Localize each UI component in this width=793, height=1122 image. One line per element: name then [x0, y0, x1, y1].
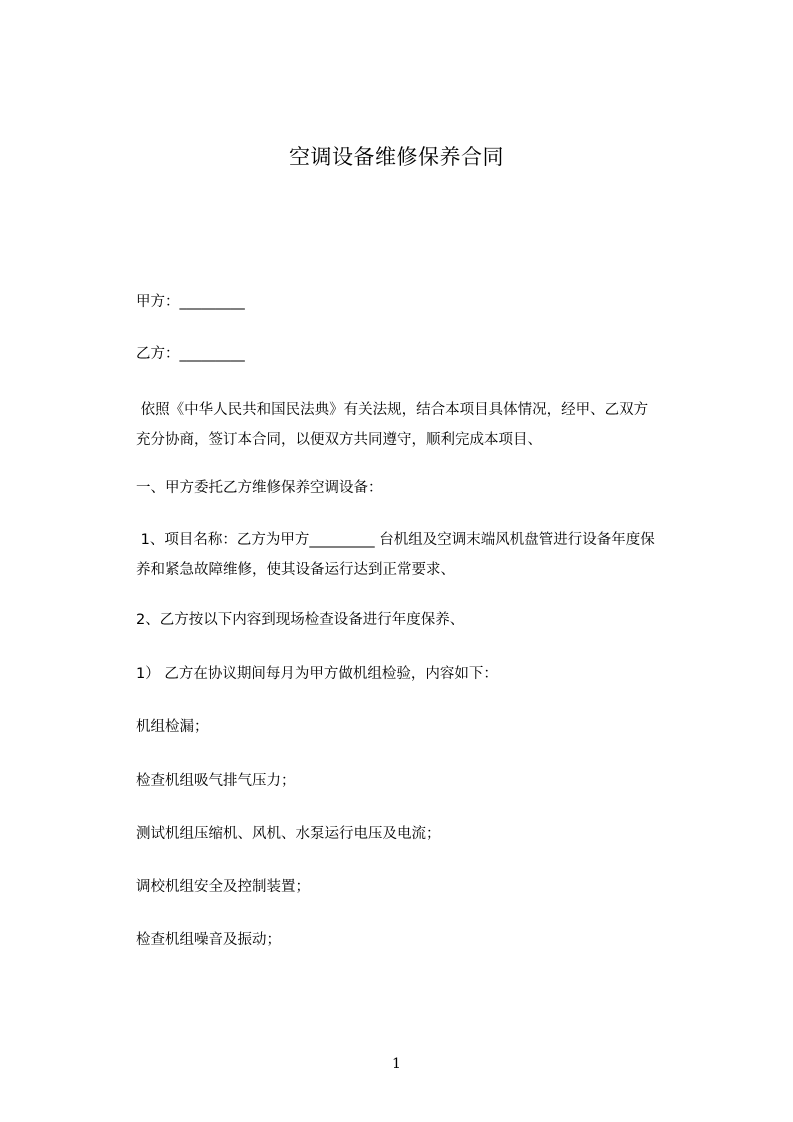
- check-item: 机组检漏；: [136, 719, 209, 735]
- item-2-1-line: 1） 乙方在协议期间每月为甲方做机组检验，内容如下：: [136, 666, 498, 682]
- check-item: 测试机组压缩机、风机、水泵运行电压及电流；: [136, 826, 441, 842]
- section-heading: 一、甲方委托乙方维修保养空调设备：: [136, 480, 383, 496]
- check-item: 检查机组噪音及振动；: [136, 932, 281, 948]
- document-title: 空调设备维修保养合同: [289, 145, 504, 169]
- item-2-line: 2、乙方按以下内容到现场检查设备进行年度保养、: [136, 612, 465, 628]
- party-a-line: 甲方：_________: [136, 294, 245, 310]
- party-b-line: 乙方：_________: [136, 346, 245, 362]
- check-item: 调校机组安全及控制装置；: [136, 879, 310, 895]
- page-number: 1: [392, 1056, 401, 1072]
- item-1-paragraph: 1、项目名称：乙方为甲方_________ 台机组及空调末端风机盘管进行设备年度保养和紧急故障维修，使其设备运行达到正常要求、: [136, 532, 655, 578]
- check-item: 检查机组吸气排气压力；: [136, 773, 296, 789]
- intro-paragraph: 依照《中华人民共和国民法典》有关法规，结合本项目具体情况，经甲、乙双方充分协商，签订本合同，以便双方共同遵守，顺利完成本项目、: [136, 402, 649, 448]
